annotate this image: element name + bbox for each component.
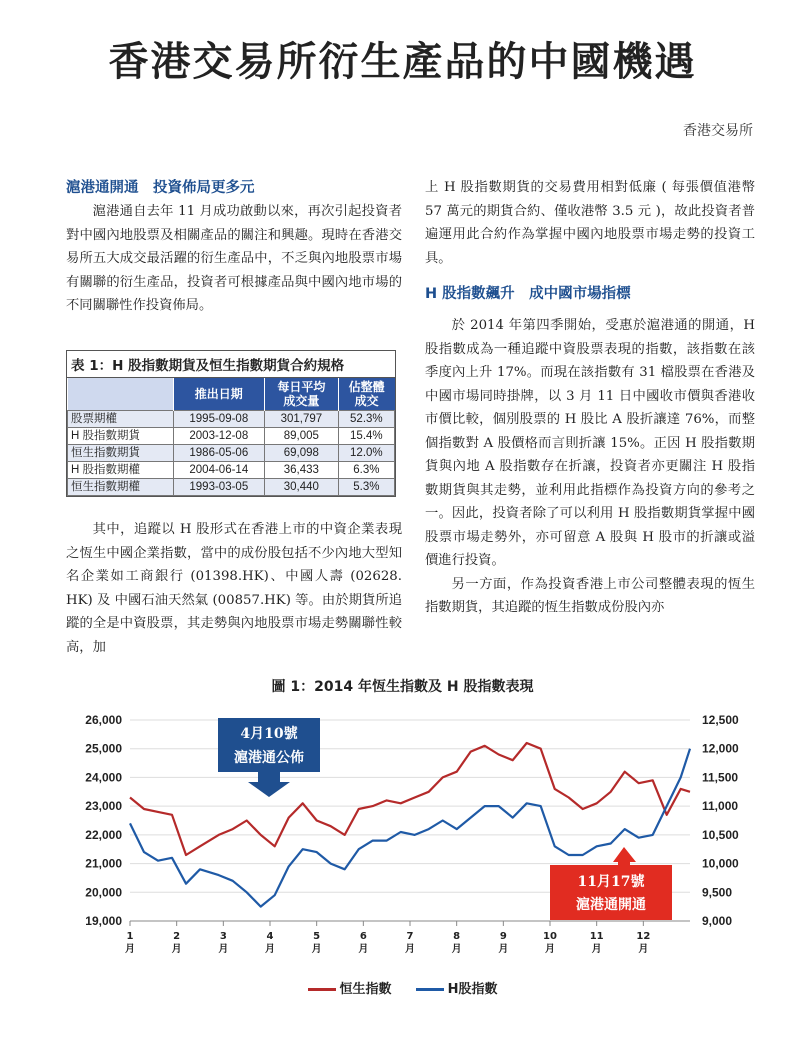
table-cell: 股票期權 bbox=[68, 411, 174, 428]
x-tick-label: 6 月 bbox=[358, 931, 369, 955]
y-left-tick-label: 22,000 bbox=[85, 827, 122, 842]
right-column bbox=[425, 176, 755, 620]
table-cell: 6.3% bbox=[338, 462, 394, 479]
table-body bbox=[68, 411, 395, 496]
table-header-cell: 佔整體 成交 bbox=[338, 378, 394, 411]
section-heading-left: 滬港通開通 投資佈局更多元 bbox=[66, 180, 255, 196]
section-heading-right: H 股指數飆升 成中國市場指標 bbox=[425, 286, 631, 302]
x-tick-label: 1 月 bbox=[125, 931, 135, 955]
table-row bbox=[68, 479, 395, 496]
table-cell: 2003-12-08 bbox=[173, 428, 264, 445]
table-cell: H 股指數期貨 bbox=[68, 428, 174, 445]
line-chart bbox=[0, 700, 805, 975]
annotation-label-november: 11月17號 bbox=[577, 874, 645, 890]
x-tick-label: 7 月 bbox=[405, 931, 415, 955]
table-header-cell bbox=[68, 378, 174, 411]
x-tick-label: 11 月 bbox=[589, 931, 604, 955]
table-cell: 恒生指數期權 bbox=[68, 479, 174, 496]
paragraph-right-3: 另一方面，作為投資香港上市公司整體表現的恆生指數期貨，其追蹤的恆生指數成份股內亦 bbox=[425, 576, 755, 615]
article-title: 香港交易所衍生產品的中國機遇 bbox=[108, 39, 697, 85]
legend-swatch bbox=[416, 988, 444, 991]
table-cell: 69,098 bbox=[265, 445, 339, 462]
table-cell: 2004-06-14 bbox=[173, 462, 264, 479]
left-column-bottom bbox=[66, 518, 402, 659]
legend-item bbox=[308, 978, 392, 997]
legend-label: H股指數 bbox=[447, 982, 498, 997]
annotation-arrow-up bbox=[613, 847, 636, 865]
y-left-tick-label: 21,000 bbox=[85, 856, 122, 871]
series-line bbox=[130, 743, 690, 855]
y-right-tick-label: 10,500 bbox=[702, 827, 739, 842]
chart-title: 圖 1：2014 年恆生指數及 H 股指數表現 bbox=[271, 679, 534, 695]
y-left-tick-label: 19,000 bbox=[85, 914, 122, 928]
paragraph-left-2: 其中，追蹤以 H 股形式在香港上市的中資企業表現之恆生中國企業指數，當中的成份股包括不少內地大型知名企業如工商銀行 (01398.HK)、中國人壽 (02628. HK) 及 中國石油天然氣 (00857.HK) 等。由於期貨所追蹤的全是中資股票，其走勢與內地股票市場走勢關聯性較高，加 bbox=[66, 522, 402, 655]
paragraph-left-1: 滬港通自去年 11 月成功啟動以來，再次引起投資者對中國內地股票及相關產品的關注和興趣。現時在香港交易所五大成交最活躍的衍生產品中，不乏與內地股票市場有關聯的衍生產品，投資者可根據產品與中國內地市場的不同關聯性作投資佈局。 bbox=[66, 204, 402, 313]
y-left-tick-label: 20,000 bbox=[85, 885, 122, 900]
annotation-label-april: 4月10號 bbox=[240, 726, 298, 742]
y-right-tick-label: 11,500 bbox=[702, 770, 739, 785]
y-right-tick-label: 11,000 bbox=[702, 799, 739, 814]
x-tick-label: 4 月 bbox=[265, 931, 275, 955]
y-right-tick-label: 12,500 bbox=[702, 713, 739, 727]
table-cell: 89,005 bbox=[265, 428, 339, 445]
table-cell: 15.4% bbox=[338, 428, 394, 445]
y-right-tick-label: 10,000 bbox=[702, 856, 739, 871]
table-cell: H 股指數期權 bbox=[68, 462, 174, 479]
chart-legend bbox=[0, 978, 805, 997]
legend-swatch bbox=[308, 988, 336, 991]
annotation-arrow-down bbox=[248, 772, 290, 797]
table-cell: 5.3% bbox=[338, 479, 394, 496]
x-tick-label: 10 月 bbox=[543, 931, 557, 955]
table-row bbox=[68, 428, 395, 445]
table-row bbox=[68, 411, 395, 428]
x-tick-label: 5 月 bbox=[311, 931, 322, 955]
annotation-label-november-2: 滬港通開通 bbox=[576, 897, 646, 913]
x-tick-label: 2 月 bbox=[171, 931, 182, 955]
article-author: 香港交易所 bbox=[683, 123, 753, 139]
spec-table bbox=[66, 350, 396, 497]
table-cell: 12.0% bbox=[338, 445, 394, 462]
table-row bbox=[68, 462, 395, 479]
table-header-row bbox=[68, 378, 395, 411]
annotation-label-april-2: 滬港通公佈 bbox=[234, 750, 304, 766]
y-right-tick-label: 12,000 bbox=[702, 741, 739, 756]
table-cell: 1995-09-08 bbox=[173, 411, 264, 428]
table-cell: 1993-03-05 bbox=[173, 479, 264, 496]
table-cell: 30,440 bbox=[265, 479, 339, 496]
y-right-tick-label: 9,500 bbox=[702, 885, 733, 900]
table-header-cell: 每日平均 成交量 bbox=[265, 378, 339, 411]
y-right-tick-label: 9,000 bbox=[702, 914, 733, 928]
table-cell: 36,433 bbox=[265, 462, 339, 479]
y-left-tick-label: 24,000 bbox=[85, 770, 122, 785]
legend-label: 恒生指數 bbox=[339, 982, 392, 997]
table-cell: 301,797 bbox=[265, 411, 339, 428]
paragraph-right-1: 上 H 股指數期貨的交易費用相對低廉 ( 每張價值港幣 57 萬元的期貨合約、僅收港幣 3.5 元 )，故此投資者普遍運用此合約作為掌握中國內地股票市場走勢的投資工具。 bbox=[425, 180, 755, 266]
table-header-cell: 推出日期 bbox=[173, 378, 264, 411]
y-left-tick-label: 23,000 bbox=[85, 799, 122, 814]
x-tick-label: 8 月 bbox=[451, 931, 462, 955]
table-cell: 52.3% bbox=[338, 411, 394, 428]
legend-item bbox=[416, 978, 498, 997]
left-column-top bbox=[66, 176, 402, 318]
paragraph-right-2: 於 2014 年第四季開始，受惠於滬港通的開通，H 股指數成為一種追蹤中資股票表現的指數，該指數在該季度內上升 17%。而現在該指數有 31 檔股票在香港及中國市場同時掛牌，以 3 月 11 日中國收市價與香港收市價比較，個別股票的 H 股比 A 股折讓達 76%，而整個指數對 A 股價格而言則折讓 15%。正因 H 股指數期貨與內地 A 股指數存在折讓，投資者亦更關注 H 股指數期貨與其走勢，並利用此指標作為投資方向的參考之一。因此，投資者除了可以利用 H 股指數期貨掌握中國股票市場走勢外，亦可留意 A 股與 H 股市的折讓或溢價進行投資。 bbox=[425, 318, 755, 568]
table-grid bbox=[67, 378, 395, 496]
table-title: 表 1：H 股指數期貨及恒生指數期貨合約規格 bbox=[67, 351, 395, 378]
x-tick-label: 9 月 bbox=[498, 931, 509, 955]
x-tick-label: 12 月 bbox=[636, 931, 651, 955]
y-left-tick-label: 26,000 bbox=[85, 713, 122, 727]
table-cell: 1986-05-06 bbox=[173, 445, 264, 462]
x-tick-label: 3 月 bbox=[218, 931, 229, 955]
table-row bbox=[68, 445, 395, 462]
table-cell: 恒生指數期貨 bbox=[68, 445, 174, 462]
y-left-tick-label: 25,000 bbox=[85, 741, 122, 756]
